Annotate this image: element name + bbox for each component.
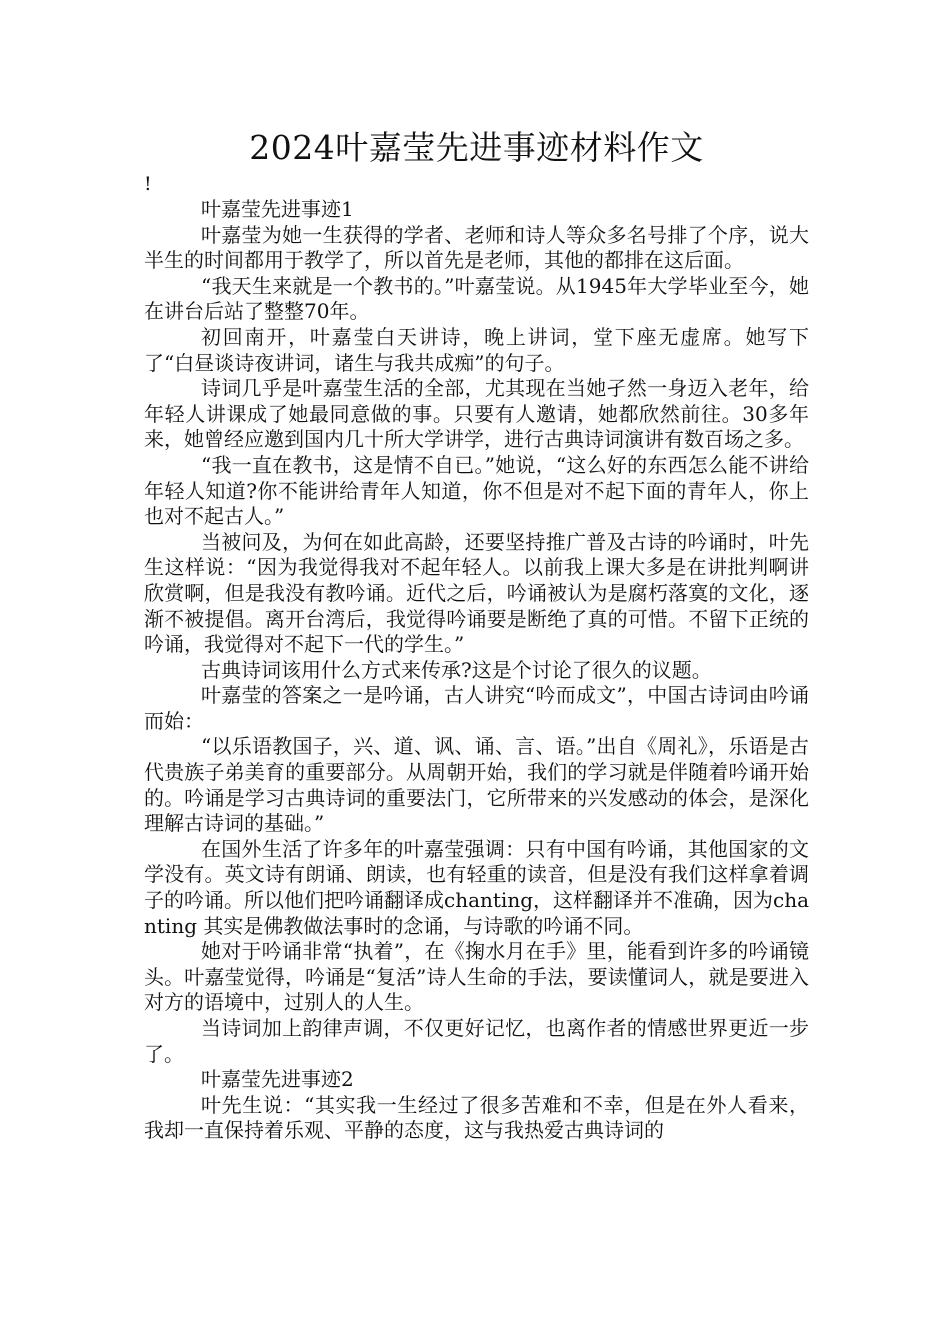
paragraph: 她对于吟诵非常“执着”，在《掬水月在手》里，能看到许多的吟诵镜头。叶嘉莹觉得，吟诵是“复活”诗人生命的手法，要读懂词人，就是要进入对方的语境中，过别人的人生。 bbox=[144, 939, 809, 1015]
paragraph: 叶嘉莹的答案之一是吟诵，古人讲究“吟而成文”，中国古诗词由吟诵而始： bbox=[144, 683, 809, 733]
paragraph: 在国外生活了许多年的叶嘉莹强调：只有中国有吟诵，其他国家的文学没有。英文诗有朗诵、朗读，也有轻重的读音，但是没有我们这样拿着调子的吟诵。所以他们把吟诵翻译成chanting，这样翻译并不准确，因为chanting 其实是佛教做法事时的念诵，与诗歌的吟诵不同。 bbox=[144, 836, 810, 938]
document-body bbox=[144, 197, 809, 1144]
section-heading-1: 叶嘉莹先进事迹1 bbox=[201, 197, 354, 221]
paragraph: 古典诗词该用什么方式来传承?这是个讨论了很久的议题。 bbox=[201, 657, 712, 682]
paragraph: “我一直在教书，这是情不自已。”她说，“这么好的东西怎么能不讲给年轻人知道?你不能讲给青年人知道，你不但是对不起下面的青年人，你上也对不起古人。” bbox=[144, 452, 809, 529]
paragraph: “以乐语教国子，兴、道、讽、诵、言、语。”出自《周礼》，乐语是古代贵族子弟美育的重要部分。从周朝开始，我们的学习就是伴随着吟诵开始的。吟诵是学习古典诗词的重要法门，它所带来的兴发感动的体会，是深化理解古诗词的基础。” bbox=[144, 734, 809, 836]
exclamation-mark: ! bbox=[144, 173, 152, 195]
paragraph: 当被问及，为何在如此高龄，还要坚持推广普及古诗的吟诵时，叶先生这样说：“因为我觉得我对不起年轻人。以前我上课大多是在讲批判啊讲欣赏啊，但是我没有教吟诵。近代之后，吟诵被认为是腐朽落寞的文化，逐渐不被提倡。离开台湾后，我觉得吟诵要是断绝了真的可惜。不留下正统的吟诵，我觉得对不起下一代的学生。” bbox=[144, 529, 809, 657]
paragraph: “我天生来就是一个教书的。”叶嘉莹说。从1945年大学毕业至今，她在讲台后站了整整70年。 bbox=[144, 273, 809, 324]
document-title: 2024叶嘉莹先进事迹材料作文 bbox=[249, 128, 704, 167]
section-heading-2: 叶嘉莹先进事迹2 bbox=[201, 1067, 354, 1092]
paragraph: 叶嘉莹为她一生获得的学者、老师和诗人等众多名号排了个序，说大半生的时间都用于教学了，所以首先是老师，其他的都排在这后面。 bbox=[144, 222, 809, 273]
paragraph: 诗词几乎是叶嘉莹生活的全部，尤其现在当她孑然一身迈入老年，给年轻人讲课成了她最同意做的事。只要有人邀请，她都欣然前往。30多年来，她曾经应邀到国内几十所大学讲学，进行古典诗词演讲有数百场之多。 bbox=[144, 376, 809, 452]
paragraph: 叶先生说：“其实我一生经过了很多苦难和不幸，但是在外人看来，我却一直保持着乐观、平静的态度，这与我热爱古典诗词的 bbox=[144, 1092, 809, 1143]
paragraph: 当诗词加上韵律声调，不仅更好记忆，也离作者的情感世界更近一步了。 bbox=[144, 1016, 809, 1066]
paragraph: 初回南开，叶嘉莹白天讲诗，晚上讲词，堂下座无虚席。她写下了“白昼谈诗夜讲词，诸生与我共成痴”的句子。 bbox=[144, 324, 809, 375]
document-page bbox=[144, 124, 809, 1144]
